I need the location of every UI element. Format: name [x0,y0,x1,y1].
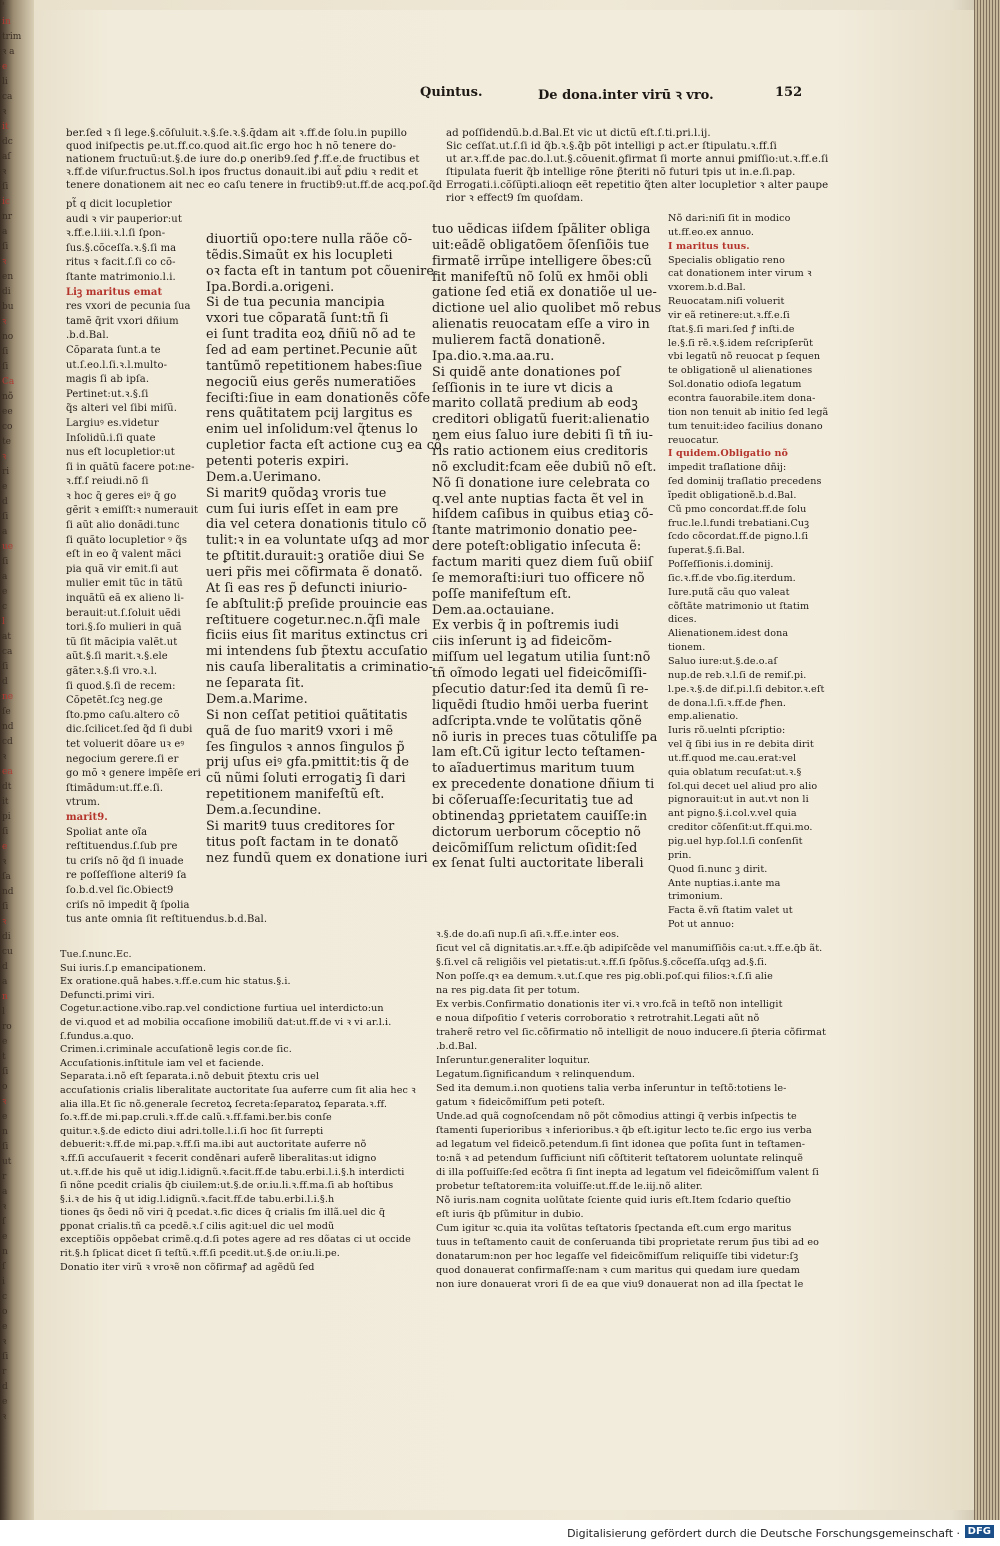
gloss-line: ꝛ.ff.de viſur.fructus.Sol.h ipos fructus donauit.ibi aut̃ ꝑdiu ꝛ redit et [66,166,419,178]
gloss-line: .b.d.Bal. [66,330,109,342]
gloss-line: Unde.ad quã cognoſcendam nõ põt cõmodius attingi q̃ verbis inſpectis te [436,1111,797,1122]
gloss-line: q̃s alteri vel ſibi miſũ. [66,403,177,415]
gloss-line: ſ.fundus.a.quo. [60,1030,135,1042]
text-line: mi intendens ſub p̃textu accuſatio [206,644,428,660]
text-line: dia vel cetera donationis titulo cõ [206,517,427,533]
main-text-column-1 [206,232,442,866]
gloss-line: negocium gerere.ſi er [66,753,179,765]
gloss-line: tionem. [668,642,706,654]
running-title: De dona.inter virū ꝛ vro. [538,88,714,103]
gloss-line: tuus in teſtamento cauit de conſeruanda tibi proprietate rerum p̃us tibi ad eo [436,1237,820,1248]
dfg-logo: DFG [965,1525,994,1538]
gloss-line: ſtipulata fuerit q̃b intellige rõne p̃teriti nõ futuri tpis ut in.e.ſi.pap. [446,166,796,178]
gloss-line: l.pe.ꝛ.§.de dif.pi.l.ſi debitor.ꝛ.eſt [668,683,825,695]
gloss-line: quia oblatum recuſat:ut.ꝛ.§ [668,766,802,778]
gloss-line: vir eã retinere:ut.ꝛ.ff.e.ſi [668,309,790,321]
gloss-line: Tue.ſ.nunc.Ec. [60,949,132,960]
gloss-line: gãter.ꝛ.§.ſi vro.ꝛ.l. [66,666,158,677]
gloss-line: nus eſt locupletior:ut [66,447,175,459]
gloss-line: Sol.donatio odioſa legatum [668,379,802,391]
text-line: lam eſt.Cũ igitur lecto teſtamen- [432,745,646,761]
gloss-line: non iure donauerat vrori ſi de ea que viu9 donauerat non ad illa ſpectat le [436,1279,804,1290]
text-line: creditori obligatũ fuerit:alienatio [432,412,650,428]
text-line: nõ iuris in preces tuas cõtuliſſe pa [432,729,658,745]
gloss-line: quod iniſpectis ꝑe.ut.ff.co.quod ait.ſic ergo hoc h nõ tenere do- [66,140,397,152]
text-line: dere poteſt:obligatio inſecuta ẽ: [432,539,642,555]
gloss-line: trimonium. [668,891,723,903]
gloss-line: re poſſeſſione alteri9 ſa [66,870,187,882]
text-line: Nõ ſi donatione iure celebrata co [432,475,650,491]
gloss-line: Inſolidũ.i.ſi quate [66,432,156,444]
funding-credit: Digitalisierung gefördert durch die Deutsche Forschungsgemeinschaft · [567,1527,960,1540]
digitization-footer [0,1520,1000,1546]
gloss-line: emp.alienatio. [668,711,739,723]
text-line: ueri pr̃is mei cõfirmata ẽ donatõ. [206,565,423,581]
gloss-rubric: Liꝫ maritus emat [66,286,163,298]
folio-number: 152 [775,85,803,100]
gloss-line: Alienationem.idest dona [668,628,789,640]
gloss-line: ſi aũt alio donãdi.tunc [66,520,180,532]
text-line: ciis inſerunt iꝫ ad fideicõm- [432,634,612,650]
gloss-line: Iuris rõ.uelnti pſcriptio: [668,725,786,737]
gloss-line: Errogati.i.cõſũpti.alioqn eẽt repetitio q̃ten alter locupletior ꝛ alter paupe [446,179,829,191]
text-line: firmatẽ irrũpe intelligere õbes:cũ [432,253,652,269]
gloss-line: di illa poſſuiſſe:ſed ecõtra ſi ſint inepta ad legatum vel fideicõmiſſum valent ſi [436,1167,819,1178]
text-line: feciſti:ſiue in eam donationẽs cõfe [206,390,431,406]
gloss-right-top [446,128,828,206]
gloss-line: ſi nõne pcedit crialis q̃b ciuilem:ut.§.de or.iu.li.ꝛ.ff.ma.ſi ab hoſtibus [60,1180,394,1192]
text-line: ſe abſtulit:p̃ preſide prouincie eas [206,596,428,612]
gloss-line: ſol.qui decet uel aliud pro alio [668,780,818,792]
text-line: hiſdem caſibus in quibus etiaꝫ cõ- [432,507,654,523]
gloss-line: Reuocatam.niſi voluerit [668,296,785,308]
gloss-left-top [66,128,442,193]
gloss-line: ſicut vel cã dignitatis.ar.ꝛ.ff.e.q̃b adipiſcẽde vel manumiſſiõis ca:ut.ꝛ.ff.e.q̃b ãt. [436,943,823,954]
gloss-line: nationem fructuũ:ut.§.de iure do.ꝑ onerib9.ſed ꝭ.ff.e.de fructibus et [66,153,420,165]
gloss-line: go mõ ꝛ genere impẽſe eri [66,768,201,780]
gloss-line: ꝛ.ff.ſi accuſauerit ꝛ fecerit condẽnari auferẽ liberalitas:ut idigno [60,1152,377,1164]
gloss-line: ſuperat.§.ſi.Bal. [668,545,745,557]
text-line: Si marit9 tuus creditores ſor [206,818,395,834]
text-line: nez fundũ quem ex donatione iuri [206,850,428,866]
gloss-line: ber.ſed ꝛ ſi lege.§.cõſuluit.ꝛ.§.ſe.ꝛ.§.q̄dam ait ꝛ.ff.de ſolu.in pupillo [66,128,407,139]
gloss-line: tiones q̃s õedi nõ viri q̃ pcedat.ꝛ.fic dices q̃ crialis ſm illã.uel dic q̃ [60,1207,386,1219]
text-line: adſcripta.vnde te volũtatis qõnẽ [432,713,642,729]
text-line: ſit manifeſtũ nõ ſolũ ex hmõi obli [432,269,649,285]
gloss-line: na res pig.data ſit per totum. [436,985,580,996]
gloss-line: prin. [668,849,692,861]
gloss-line: .b.d.Bal. [436,1041,478,1052]
gloss-line: le.§.ſi rẽ.ꝛ.§.idem reſcripſerũt [668,337,814,349]
gloss-line: tion non tenuit ab initio ſed legã [668,406,829,418]
gloss-line: ſic.ꝛ.ff.de vbo.ſig.iterdum. [668,572,796,584]
gloss-line: rior ꝛ effect9 ſm quoſdam. [446,192,584,204]
gloss-line: rit.§.h ſplicat dicet ſi teſtũ.ꝛ.ff.ſi pcedit.ut.§.de or.iu.li.pe. [60,1248,340,1260]
gloss-line: §.ſi.vel cã religiõis vel pietatis:ut.ꝛ.ff.ſi ſpõſus.§.cõceſſa.uſqꝫ ad.§.ſi. [436,957,768,968]
text-line: ficiis eius ſit maritus extinctus cri [206,628,428,644]
text-line: alienatis reuocatam eſſe a viro in [432,317,650,333]
gloss-line: Cõparata ſunt.a te [66,344,161,356]
text-line: nõ excludit:fcam eẽe dubiũ nõ eſt. [432,459,657,475]
gloss-line: ꝛ hoc q̄ geres eiꝰ q̄ go [66,490,177,502]
gloss-line: ſo.ꝛ.ff.de mi.pap.cruli.ꝛ.ff.de calũ.ꝛ.ff.fami.ber.bis conſe [60,1112,332,1124]
gloss-line: eſt iuris q̃b pſũmitur in dubio. [436,1209,584,1220]
gloss-line: criſs nõ impedit q̃ ſpolia [66,899,190,911]
text-line: tulit:ꝛ in ea voluntate uſqꝫ ad mor [206,533,430,549]
gloss-line: ſo.b.d.vel ſic.Obiect9 [66,884,174,896]
text-line: Si de tua pecunia mancipia [206,295,385,311]
text-line: rens quãtitatem pcij largitus es [206,406,413,422]
text-line: ſes ſingulos ꝛ annos ſingulos p̃ [206,739,405,755]
gloss-line: ut.ff.quod me.cau.erat:vel [668,752,797,764]
gloss-line: ritus ꝛ facit.ſ.ſi co cõ- [66,257,176,269]
gloss-line: cat donationem inter virum ꝛ [668,268,812,280]
gloss-line: Ante nuptias.i.ante ma [668,877,781,889]
text-line: Si marit9 quõdaꝫ vroris tue [206,485,387,501]
text-line: te ꝑſtitit.durauit:ꝫ oratiõe diui Se [206,549,425,565]
text-line: mulierem factã donationẽ. [432,333,606,349]
gloss-line: ſtamenti ſuperioribus ꝛ inferioribus.ꝛ q̃b eſt.igitur lecto te.ſic ergo ius verba [436,1125,812,1136]
gloss-line: Pot ut annuo: [668,919,735,931]
text-line: vxori tue cõparatã ſunt:tñ ſi [206,311,389,327]
gloss-line: Non poſſe.qꝛ ea demum.ꝛ.ut.ſ.que res pig.obli.poſ.qui filios:ꝛ.ſ.ſi alie [436,971,773,982]
gloss-line: gẽrit ꝛ emiſſt:ꝛ numerauit [66,505,199,517]
text-line: poſſe manifeſtum eſt. [432,586,572,602]
gloss-line: cõſtãte matrimonio ut ſtatim [668,600,810,612]
gloss-line: te obligationẽ ul alienationes [668,365,813,377]
gloss-line: debuerit:ꝛ.ff.de mi.pap.ꝛ.ff.ſi ma.ibi aut auctoritate auferre nõ [60,1139,367,1151]
text-line: dictione uel alio quolibet mõ rebus [432,301,662,317]
gloss-line: Nõ iuris.nam cognita uolũtate ſciente quid iuris eſt.Item ſcdario queſtio [436,1195,791,1206]
text-line: diuortiũ opo:tere nulla rãõe cõ- [206,232,413,247]
gloss-line: Crimen.i.criminale accuſationẽ legis cor.de ſic. [60,1044,292,1056]
text-line: titus poſt factam in te donatõ [206,834,399,850]
gloss-line: Ex oratione.quã habes.ꝛ.ff.e.cum hic status.§.i. [60,976,291,988]
gloss-line: tũ ſit mãcipia valẽt.ut [66,636,178,648]
gloss-line: Sui iuris.ſ.p emancipationem. [60,962,207,974]
gloss-line: ut.ꝛ.ff.de his quẽ ut idig.l.idignũ.ꝛ.facit.ff.de tabu.erbi.l.i.§.h interdicti [60,1166,405,1178]
gloss-line: impedit traſlatione dñij: [668,462,787,474]
text-line: tẽdis.Simaũt ex his locupleti [206,247,393,263]
gloss-line: ſcdo cõcordat.ff.de pigno.l.ſi [668,531,809,543]
gloss-line: Donatio iter virũ ꝛ vroꝛẽ non cõfirmaꝭ ad agẽdũ ſed [60,1261,315,1273]
gloss-line: ſus.§.cõceſſa.ꝛ.§.ſi ma [66,242,177,254]
gloss-line: pt̃ q dicit locupletior [66,199,172,210]
gloss-line: Separata.i.nõ eſt ſeparata.i.nõ debuit p̃textu cris uel [60,1071,320,1083]
text-line: petenti poteris expiri. [206,454,350,470]
gloss-line: berauit:ut.ſ.ſoluit uẽdi [66,607,181,619]
text-line: to aĩaduertimus maritum tuum [432,761,635,777]
text-line: ex ſenat ſulti auctoritate liberali [432,856,644,872]
gloss-line: tenere donationem ait nec eo caſu tenere in fructib9:ut.ff.de acq.poſ.q̃d [66,179,443,191]
gloss-line: reuocatur. [668,434,719,446]
gloss-line: ad poſſidendũ.b.d.Bal.Et vic ut dictũ eſt.ſ.ti.pri.l.ij. [446,128,711,139]
gloss-line: Saluo iure:ut.§.de.o.aſ [668,656,778,667]
text-line: ſed ad eam pertinet.Pecunie aũt [206,343,418,359]
gloss-line: tori.§.ſo mulieri in quã [66,622,182,634]
gloss-line: tu criſs nõ q̃d ſi inuade [66,855,184,867]
text-line: deicõmiſſum relictum oſidit:ſed [432,840,638,856]
gloss-line: ꝛ.ff.ſ reiudi.nõ ſi [66,476,149,488]
gloss-line: magis ſi ab ipſa. [66,374,150,386]
gloss-line: ſi quãto locupletior ꝰ q̃s [66,534,188,546]
text-line: Dem.aa.octauiane. [432,602,555,618]
running-head [420,85,803,103]
gloss-line: ſto.pmo caſu.altero cõ [66,709,180,721]
gloss-right-bottom [436,928,826,1292]
text-line: obtinendaꝫ ꝑprietatem cauiſſe:in [432,808,648,824]
text-line: ris ratio actionem eius creditoris [432,444,649,460]
text-line: gatione ſed etiã ex donatiõe ul ue- [432,285,657,301]
gloss-line: de vi.quod et ad mobilia occaſione imobiliũ dat:ut.ff.de vi ꝛ vi ar.l.i. [60,1016,392,1028]
gloss-line: mulier emit tũc in tãtũ [66,578,183,590]
text-line: Ipa.Bordi.a.origeni. [206,279,335,295]
gloss-line: eſt in eo q̃ valent mãci [66,549,182,561]
text-line: Dem.a.Uerimano. [206,469,322,485]
text-line: reſtituere cogetur.nec.n.q̃ſi male [206,612,421,628]
gloss-line: tus ante omnia ſit reſtituendus.b.d.Bal. [66,914,268,926]
gloss-line: ant pigno.§.i.col.v.vel quia [668,808,797,820]
gloss-line: tum tenuit:ideo facilius donano [668,420,823,432]
gloss-line: Accuſationis.inſtitule iam vel et faciende. [60,1057,265,1069]
gloss-rubric: marit9. [66,811,108,823]
text-line: pſecutio datur:ſed ita demũ ſi re- [432,681,649,697]
gloss-line: Spoliat ante oĩa [66,826,148,838]
text-line: tuo uẽdicas iiſdem ſpãliter obliga [432,222,651,237]
text-line: Ex verbis q̃ in poſtremis iudi [432,618,619,634]
gloss-line: Cũ pmo concordat.ff.de ſolu [668,503,807,515]
gloss-line: ut.ff.eo.ex annuo. [668,226,755,238]
text-line: oꝛ facta eſt in tantum pot cõuenire. [206,263,439,279]
gloss-line: Quod ſi.nunc ꝫ dirit. [668,863,768,875]
text-line: enim uel inſolidum:vel q̃tenus lo [206,422,418,438]
gloss-line: vel q̃ ſibi ius in re debita dirit [668,739,814,751]
text-line: ne ſeparata ſit. [206,676,305,692]
gloss-line: accuſationis crialis liberalitate auctoritate ſua auferre cum ſit alia hec ꝛ [60,1084,416,1096]
gloss-line: dices. [668,614,697,626]
gloss-line: ĩpedit obligationẽ.b.d.Bal. [668,489,797,501]
text-line: Dem.a.ſecundine. [206,802,322,818]
text-line: miſſum uel legatum utilia ſunt:nõ [432,650,651,666]
main-text-column-2 [432,222,662,872]
text-line: At ſi eas res p̃ defuncti iniurio- [206,580,408,596]
gloss-line: econtra fauorabile.item dona- [668,392,816,404]
gloss-line: ut.ſ.eo.l.ſi.ꝛ.l.multo- [66,359,168,371]
text-line: dictorum uerborum cõceptio nõ [432,824,641,840]
text-line: cũ nũmi ſoluti errogatiꝫ ſi dari [206,771,406,787]
text-line: ſe memoraſti:iuri tuo officere nõ [432,570,645,586]
gloss-left-bottom [60,948,416,1274]
gloss-line: vtrum. [66,797,101,809]
text-line: tantũmõ repetitionem habes:ſiue [206,358,423,374]
gloss-line: §.i.ꝛ de his q̃ ut idig.l.idignũ.ꝛ.facit.ff.de tabu.erbi.l.i.§.h [60,1193,335,1205]
gloss-line: traherẽ retro vel ſic.cõfirmatio nõ intelligit de nouo inducere.ſi p̃teria cõfirmat [436,1027,826,1038]
gloss-rubric: I maritus tuus. [668,240,750,252]
gloss-line: Poſſeſſionis.i.dominij. [668,559,774,571]
gloss-line: ꝑponat crialis.tñ ca pcedẽ.ꝛ.ſ cilis agit:uel dic uel modũ [60,1220,335,1232]
gloss-line: to:nã ꝛ ad petendum ſufficiunt niſi cõſtiterit teſtatorem uoluntate relinquẽ [436,1153,803,1164]
text-line: bi cõſeruaſſe:ſecuritatiꝫ tue ad [432,792,634,808]
text-line: negociũ eius gerẽs numeratiões [206,374,416,390]
gloss-line: quod donauerat confirmaſſe:nam ꝛ cum maritus qui quedam iure quedam [436,1265,801,1276]
text-line: factum mariti quez diem ſuũ obiiſ [432,555,653,571]
gloss-line: e noua diſpoſitio ſ veteris corroboratio ꝛ retrotrahit.Legati aũt nõ [436,1013,760,1024]
gloss-line: ſi in quãtũ facere pot:ne- [66,461,195,473]
gloss-line: Cum igitur ꝛc.quia ita volũtas teſtatoris ſpectanda eſt.cum ergo maritus [436,1223,792,1234]
gloss-right-column [668,212,828,932]
gloss-line: Cogetur.actione.vibo.rap.vel condictione furtiua uel interdicto:un [60,1003,384,1015]
gloss-line: probetur teſtatorem:ita voluiſſe:ut.ff.de le.iij.nõ aliter. [436,1181,703,1192]
page-fore-edge [974,0,1000,1520]
gloss-line: pig.uel hyp.ſol.l.ſi conſenſit [668,835,803,847]
gloss-line: res vxori de pecunia ſua [66,301,191,313]
text-line: repetitionem manifeſtũ eſt. [206,787,385,803]
text-line: cupletior facta eſt actione cuꝫ ea cõ [206,438,442,454]
gloss-line: ſtante matrimonio.l.i. [66,271,176,283]
gloss-line: Largiuꝰ es.videtur [66,417,159,429]
gloss-line: Nõ dari:niſi ſit in modico [668,213,791,224]
text-line: quã de ſuo marit9 vxori i mẽ [206,723,394,739]
text-line: liquẽdi ſtudio hmõi uerba fuerint [432,697,649,713]
gloss-line: Defuncti.primi viri. [60,989,155,1001]
text-line: uit:eãdẽ obligatõem õſenſiõis tue [432,237,650,253]
text-line: nem eius ſaluo iure debiti ſi tñ iu- [432,428,654,444]
gloss-line: Ex verbis.Confirmatio donationis iter vi.ꝛ vro.fcã in teſtõ non intelligit [436,999,783,1010]
text-line: q.vel ante nuptias facta ẽt vel in [432,491,644,507]
gloss-line: Cõpetẽt.ſcꝫ neg.ge [66,695,163,707]
gloss-line: ſtat.§.ſi mari.ſed ꝭ inſti.de [668,323,795,335]
gloss-line: ꝛ.§.de do.aſi nup.ſi aſi.ꝛ.ff.e.inter eos. [436,929,620,940]
gloss-line: vxorem.b.d.Bal. [668,282,746,294]
gloss-line: de dona.l.ſi.ꝛ.ff.de ꝭhen. [668,697,787,709]
gloss-line: Legatum.ſignificandum ꝛ relinquendum. [436,1069,635,1080]
gloss-line: quitur.ꝛ.§.de edicto diui adri.tolle.l.i.ſi hoc ſit ſurrepti [60,1125,324,1137]
gloss-line: vbi legatũ nõ reuocat p ſequen [668,351,821,363]
gloss-line: gatum ꝛ fideicõmiſſum peti poteſt. [436,1097,605,1108]
text-line: tñ oĩmodo legati uel fideicõmiſſi- [432,666,647,682]
gloss-line: Inſeruntur.generaliter loquitur. [436,1055,591,1066]
gloss-line: aũt.§.ſi marit.ꝛ.§.ele [66,651,168,663]
gloss-line: ſed dominij traſlatio precedens [668,476,822,488]
gloss-line: ſi quod.§.ſi de recem: [66,680,176,692]
gloss-line: pignorauit:ut in aut.vt non li [668,794,809,806]
gloss-line: Sed ita demum.i.non quotiens talia verba inſeruntur in teſtõ:totiens le- [436,1083,787,1094]
gloss-line: tet voluerit dõare uꝛ eꝰ [66,738,185,750]
gloss-line: Iure.putã cãu quo valeat [668,586,790,598]
gloss-line: nup.de reb.ꝛ.l.ſi de remiſ.pi. [668,669,807,681]
text-line: nis cauſa liberalitatis a criminatio- [206,660,434,676]
gloss-line: Pertinet:ut.ꝛ.§.ſi [66,388,149,400]
gloss-line: audi ꝛ vir pauperior:ut [66,213,182,225]
gloss-line: alia illa.Et ſic nõ.generale ſecretoꝝ ſecreta:ſeparatoꝝ ſeparata.ꝛ.ff. [60,1098,387,1110]
gloss-line: pia quã vir emit.ſi aut [66,563,179,575]
text-line: marito collatã predium ab eodꝫ [432,396,638,412]
gloss-rubric: I quidem.Obligatio nõ [668,448,789,460]
gloss-line: exceptiõis oppõebat crimẽ.q.d.ſi potes agere ad res dõatas ci ut occide [60,1234,411,1246]
text-line: Si quidẽ ante donationes poſ [432,364,621,380]
gloss-line: ut ar.ꝛ.ff.de pac.do.l.ut.§.cõuenit.ꝯfirmat ſi morte annui ꝑmiſſio:ut.ꝛ.ff.e.ſi [446,153,829,165]
text-line: Ipa.dio.ꝛ.ma.aa.ru. [432,348,555,364]
gloss-line: Specialis obligatio reno [668,254,785,266]
facing-page-edge: ' in trim ꝛ a e li ca ꝛ it dc aſ ꝛ ſi ic nr a ſi ꝛ en di bu ꝛ no ſi ſi Ca nõ ee co te ꝛ ri e d ſi a ue ſi a e c l at ca ſi d ne ſe nd cd ꝛ ea dt it pi ſi e ꝛ ſa nd ſi ꝛ di cu d a n l ro e t ſi o ꝛ e n ſi ut r a ꝛ ſ e n ſ i c o e ꝛ ſi r d e ꝛ [0,0,34,1520]
section-label: Quintus. [420,85,483,100]
text-line: ſtante matrimonio donatio pee- [432,523,638,539]
gloss-line: inquãtũ eã ex alieno li- [66,593,184,605]
gloss-line: Facta ẽ.vñ ſtatim valet ut [668,905,793,917]
text-line: ex precedente donatione dñium ti [432,777,655,793]
text-line: ei ſunt tradita eoꝝ dñiũ nõ ad te [206,327,416,343]
gloss-line: tamẽ q̄rit vxori dñium [66,315,179,327]
gloss-line: donatarum:non per hoc legaſſe vel fideicõmiſſum reliquiſſe tibi videtur:ſꝫ [436,1251,799,1262]
text-line: Si non ceſſat petitioi quãtitatis [206,707,408,723]
gloss-line: fruc.le.l.fundi trebatiani.Cuꝫ [668,517,810,529]
text-line: prij uſus eiꝰ gfa.pmittit:tis q̃ de [206,755,410,771]
gloss-line: creditor cõſenſit:ut.ff.qui.mo. [668,822,813,834]
gloss-line: reſtituendus.ſ.ſub pre [66,841,178,853]
gloss-line: ꝛ.ff.e.l.iii.ꝛ.l.ſi ſpon- [66,228,166,240]
text-line: cum ſui iuris eſſet in eam pre [206,501,399,517]
gloss-line: dic.ſcilicet.ſed q̃d ſi dubi [66,724,193,736]
gloss-line: ſtimãdum:ut.ff.e.ſi. [66,782,164,794]
gloss-line: ad legatum vel fideicõ.petendum.ſi ſint idonea que poſita ſunt in teſtamen- [436,1139,806,1150]
text-line: ſeſſionis in te iure vt dicis a [432,380,614,396]
text-line: Dem.a.Marime. [206,691,308,707]
gloss-line: Sic ceſſat.ut.ſ.ſi id q̃b.ꝛ.§.q̃b põt intelligi p act.er ſtipulatu.ꝛ.ff.ſi [446,140,777,152]
